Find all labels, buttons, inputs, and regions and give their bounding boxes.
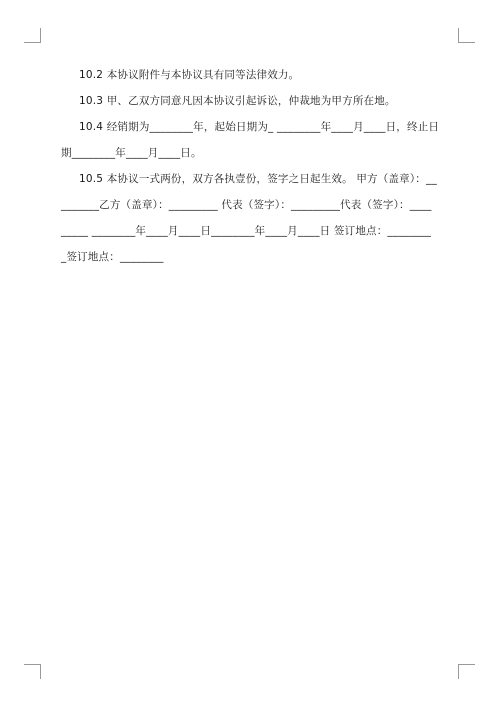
crop-mark-bottom-left: [24, 664, 41, 679]
signature-line-2: _____ ________年____月____日________年____月____日 签订地点：________: [61, 225, 432, 237]
clause-10-5: 10.5 本协议一式两份，双方各执壹份，签字之日起生效。 甲方（盖章）：__: [79, 173, 437, 185]
clause-10-3: 10.3 甲、乙双方同意凡因本协议引起诉讼，仲裁地为甲方所在地。: [79, 95, 396, 107]
signature-line-1: _______乙方（盖章）：_________ 代表（签字）：_________代表（签字）：____: [61, 199, 432, 211]
clause-10-4: 10.4 经销期为________年，起始日期为_ ________年____月____日，终止日: [79, 121, 440, 133]
crop-mark-top-right: [458, 28, 475, 43]
crop-mark-top-left: [24, 28, 41, 43]
crop-mark-bottom-right: [458, 664, 475, 679]
clause-10-2: 10.2 本协议附件与本协议具有同等法律效力。: [79, 69, 300, 81]
signature-line-3: _签订地点：________: [61, 251, 164, 263]
clause-10-4-continued: 期________年____月____日。: [61, 147, 202, 159]
document-body: [61, 62, 441, 270]
